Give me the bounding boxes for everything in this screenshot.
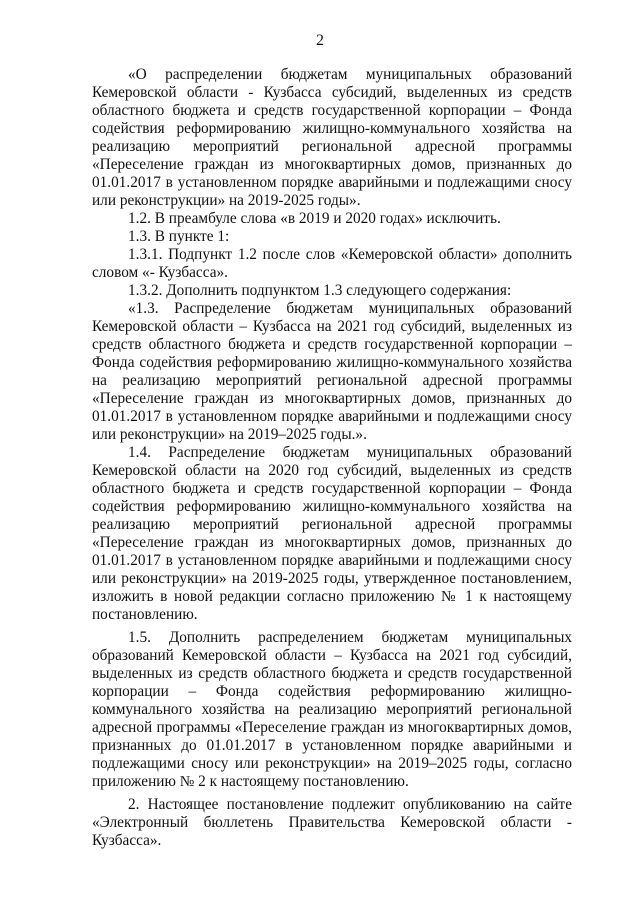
- paragraph-1-3-1: 1.3.1. Подпункт 1.2 после слов «Кемеровской области» дополнить словом «- Кузбасса».: [92, 246, 572, 281]
- paragraph-new-1-3: «1.3. Распределение бюджетам муниципальных образований Кемеровской области – Кузбасса на 2021 год субсидий, выделенных из средств областного бюджета и средств государственной корпорации – Фонда содействия реформированию жилищно-коммунального хозяйства на реализацию мероприятий региональной адресной программы «Переселение граждан из многоквартирных домов, признанных до 01.01.2017 в установленном порядке аварийными и подлежащими сносу или реконструкции» на 2019–2025 годы.».: [92, 300, 572, 443]
- paragraph-2: 2. Настоящее постановление подлежит опубликованию на сайте «Электронный бюллетень Правительства Кемеровской области - Кузбасса».: [92, 796, 572, 849]
- paragraph-1-3-2: 1.3.2. Дополнить подпунктом 1.3 следующего содержания:: [128, 282, 512, 299]
- paragraph-title-quote: «О распределении бюджетам муниципальных образований Кемеровской области - Кузбасса субсидий, выделенных из средств областного бюджета и средств государственной корпорации – Фонда содействия реформированию жилищно-коммунального хозяйства на реализацию мероприятий региональной адресной программы «Переселение граждан из многоквартирных домов, признанных до 01.01.2017 в установленном порядке аварийными и подлежащими сносу или реконструкции» на 2019-2025 годы».: [92, 66, 572, 209]
- paragraph-1-4: 1.4. Распределение бюджетам муниципальных образований Кемеровской области на 2020 год субсидий, выделенных из средств областного бюджета и средств государственной корпорации – Фонда содействия реформированию жилищно-коммунального хозяйства на реализацию мероприятий региональной адресной программы «Переселение граждан из многоквартирных домов, признанных до 01.01.2017 в установленном порядке аварийными и подлежащими сносу или реконструкции» на 2019-2025 годы, утвержденное постановлением, изложить в новой редакции согласно приложению № 1 к настоящему постановлению.: [92, 444, 572, 623]
- paragraph-1-5: 1.5. Дополнить распределением бюджетам муниципальных образований Кемеровской области – Кузбасса на 2021 год субсидий, выделенных из средств областного бюджета и средств государственной корпорации – Фонда содействия реформированию жилищно-коммунального хозяйства на реализацию мероприятий региональной адресной программы «Переселение граждан из многоквартирных домов, признанных до 01.01.2017 в установленном порядке аварийными и подлежащими сносу или реконструкции» на 2019–2025 годы, согласно приложению № 2 к настоящему постановлению.: [92, 629, 572, 790]
- page-number: 2: [316, 32, 324, 49]
- paragraph-1-3: 1.3. В пункте 1:: [128, 228, 230, 245]
- document-body: [92, 64, 572, 850]
- paragraph-1-2: 1.2. В преамбуле слова «в 2019 и 2020 годах» исключить.: [128, 210, 501, 227]
